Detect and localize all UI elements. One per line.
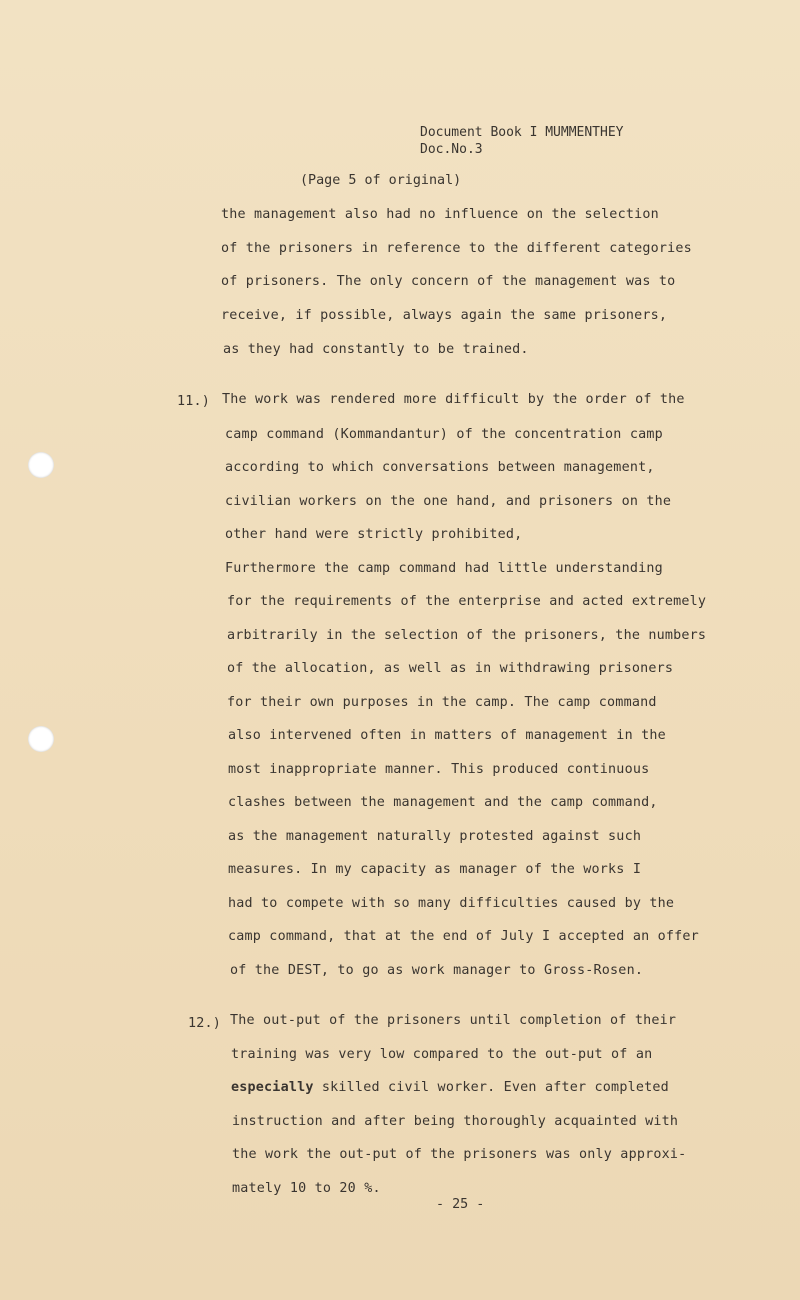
paragraph-number-12: 12.)	[188, 1016, 222, 1031]
text-line: arbitrarily in the selection of the prisoners, the numbers	[227, 628, 707, 643]
document-header	[420, 124, 624, 158]
text-line: Furthermore the camp command had little understanding	[225, 561, 663, 576]
original-page-caption: (Page 5 of original)	[300, 173, 462, 188]
text-fragment: skilled civil worker. Even after completed	[313, 1080, 669, 1095]
text-line	[231, 1080, 669, 1095]
text-line: other hand were strictly prohibited,	[225, 527, 523, 542]
text-line: mately 10 to 20 %.	[232, 1181, 381, 1196]
text-line: for the requirements of the enterprise and acted extremely	[227, 594, 707, 609]
page-number: - 25 -	[436, 1197, 485, 1212]
document-book-label: Document Book I MUMMENTHEY	[420, 125, 624, 140]
text-line: of the DEST, to go as work manager to Gross-Rosen.	[230, 963, 644, 978]
text-line: instruction and after being thoroughly acquainted with	[232, 1114, 679, 1129]
text-line: also intervened often in matters of management in the	[228, 728, 666, 743]
text-line: as they had constantly to be trained.	[223, 342, 529, 357]
text-line: The out-put of the prisoners until completion of their	[230, 1013, 677, 1028]
document-number-label: Doc.No.3	[420, 142, 483, 157]
text-line: measures. In my capacity as manager of the works I	[228, 862, 642, 877]
text-line: camp command, that at the end of July I accepted an offer	[228, 929, 699, 944]
text-line: the work the out-put of the prisoners was only approxi-	[232, 1147, 687, 1162]
text-line: civilian workers on the one hand, and prisoners on the	[225, 494, 672, 509]
text-line: as the management naturally protested against such	[228, 829, 642, 844]
text-line: the management also had no influence on the selection	[221, 207, 659, 222]
punch-hole-bottom	[28, 726, 54, 752]
text-line: of prisoners. The only concern of the management was to	[221, 274, 676, 289]
text-line: training was very low compared to the out-put of an	[231, 1047, 653, 1062]
text-line: according to which conversations between management,	[225, 460, 655, 475]
punch-hole-top	[28, 452, 54, 478]
text-line: The work was rendered more difficult by the order of the	[222, 392, 685, 407]
text-line: of the prisoners in reference to the different categories	[221, 241, 692, 256]
text-line: receive, if possible, always again the same prisoners,	[221, 308, 668, 323]
text-line: clashes between the management and the camp command,	[228, 795, 658, 810]
text-line: for their own purposes in the camp. The camp command	[227, 695, 657, 710]
text-line: camp command (Kommandantur) of the concentration camp	[225, 427, 663, 442]
emphasized-word: especially	[231, 1080, 314, 1095]
text-line: had to compete with so many difficulties caused by the	[228, 896, 675, 911]
text-line: most inappropriate manner. This produced continuous	[228, 762, 650, 777]
text-line: of the allocation, as well as in withdrawing prisoners	[227, 661, 674, 676]
paragraph-number-11: 11.)	[177, 394, 211, 409]
